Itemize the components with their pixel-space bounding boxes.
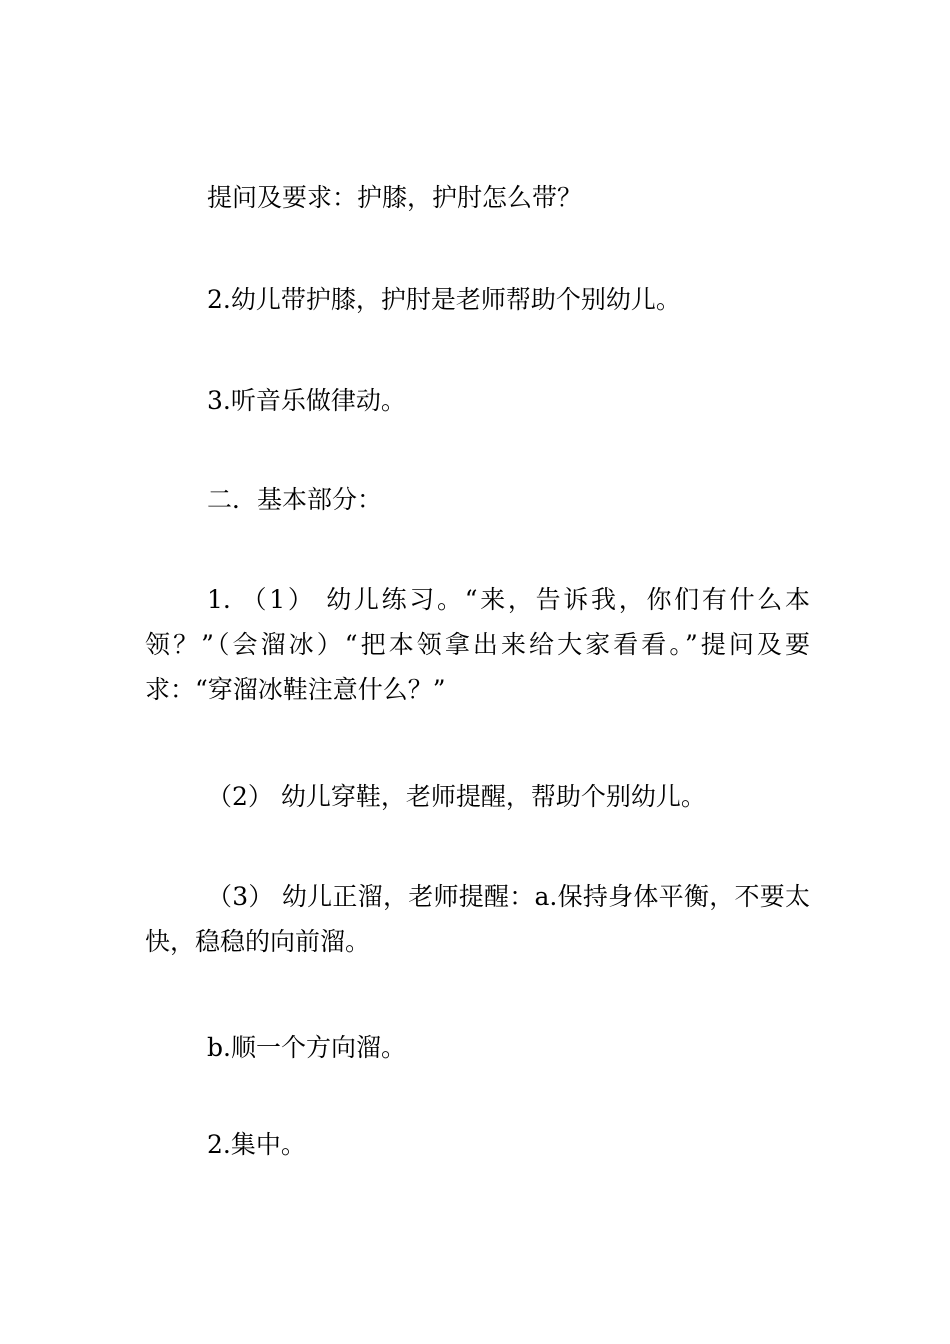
paragraph-gather: 2.集中。 (207, 1130, 306, 1159)
paragraph-question-kneepads: 提问及要求：护膝，护肘怎么带？ (207, 183, 583, 212)
paragraph-practice-1: 1. （1） 幼儿练习。“来，告诉我，你们有什么本领？”（会溜冰）“把本领拿出来给大家看看。”提问及要求：“穿溜冰鞋注意什么？” (145, 585, 810, 704)
paragraph-one-direction: b.顺一个方向溜。 (207, 1033, 406, 1062)
paragraph-step-2-wear-pads: 2.幼儿带护膝，护肘是老师帮助个别幼儿。 (207, 285, 681, 314)
paragraph-practice-3: （3） 幼儿正溜，老师提醒：a.保持身体平衡，不要太快，稳稳的向前溜。 (145, 882, 810, 956)
section-heading-basic-part: 二．基本部分： (207, 485, 383, 514)
paragraph-practice-2: （2） 幼儿穿鞋，老师提醒，帮助个别幼儿。 (207, 782, 706, 811)
paragraph-step-3-music: 3.听音乐做律动。 (207, 386, 406, 415)
